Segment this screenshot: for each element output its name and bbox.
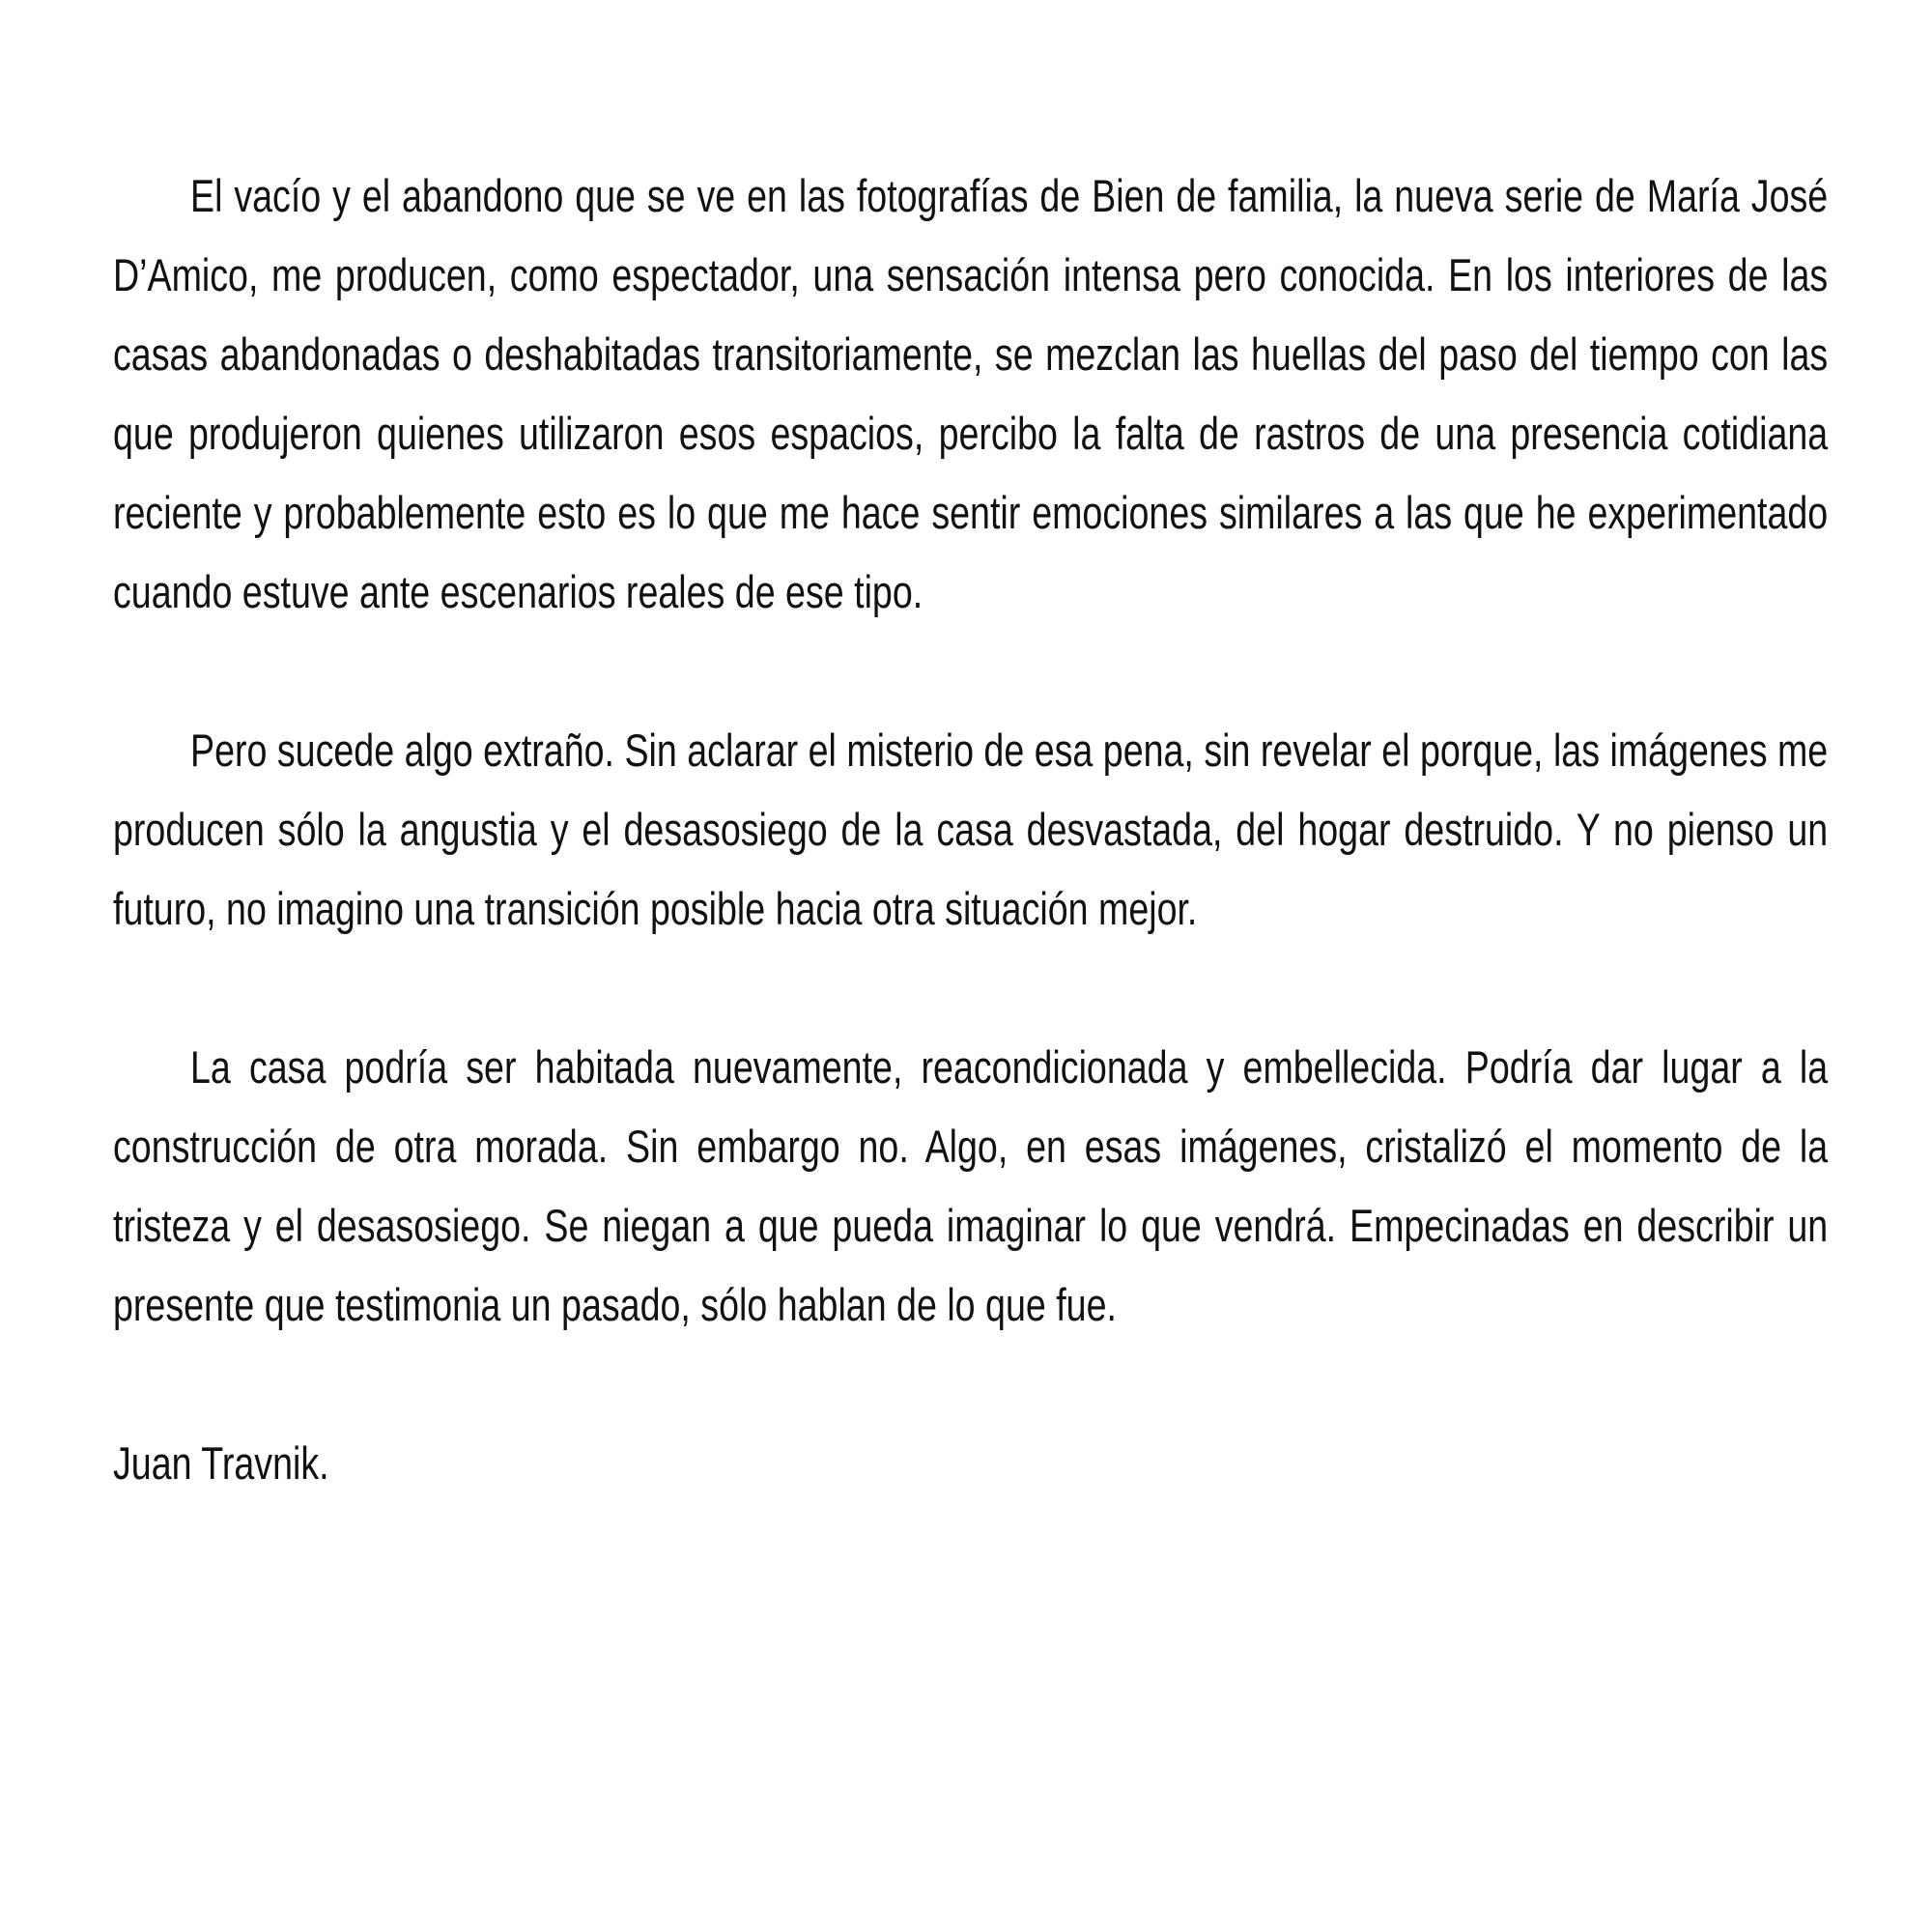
paragraph-3: La casa podría ser habitada nuevamente, reacondicionada y embellecida. Podría dar lugar a la construcción de otra morada. Sin embargo no. Algo, en esas imágenes, cristalizó el momento de la tristeza y el desasosiego. Se niegan a que pueda imaginar lo que vendrá. Empecinadas en describir un presente que testimonia un pasado, sólo hablan de lo que fue. [113,1041,1829,1330]
paragraph-1: El vacío y el abandono que se ve en las fotografías de Bien de familia, la nueva serie de María José D’Amico, me producen, como espectador, una sensación intensa pero conocida. En los interiores de las casas abandonadas o deshabitadas transitoriamente, se mezclan las huellas del paso del tiempo con las que produjeron quienes utilizaron esos espacios, percibo la falta de rastros de una presencia cotidiana reciente y probablemente esto es lo que me hace sentir emociones similares a las que he experimentado cuando estuve ante escenarios reales de ese tipo. [113,170,1829,617]
paragraph-2: Pero sucede algo extraño. Sin aclarar el misterio de esa pena, sin revelar el porque, las imágenes me producen sólo la angustia y el desasosiego de la casa desvastada, del hogar destruido. Y no pienso un futuro, no imagino una transición posible hacia otra situación mejor. [113,724,1829,934]
document-body [113,156,1828,1503]
author-signature: Juan Travnik. [113,1437,329,1489]
